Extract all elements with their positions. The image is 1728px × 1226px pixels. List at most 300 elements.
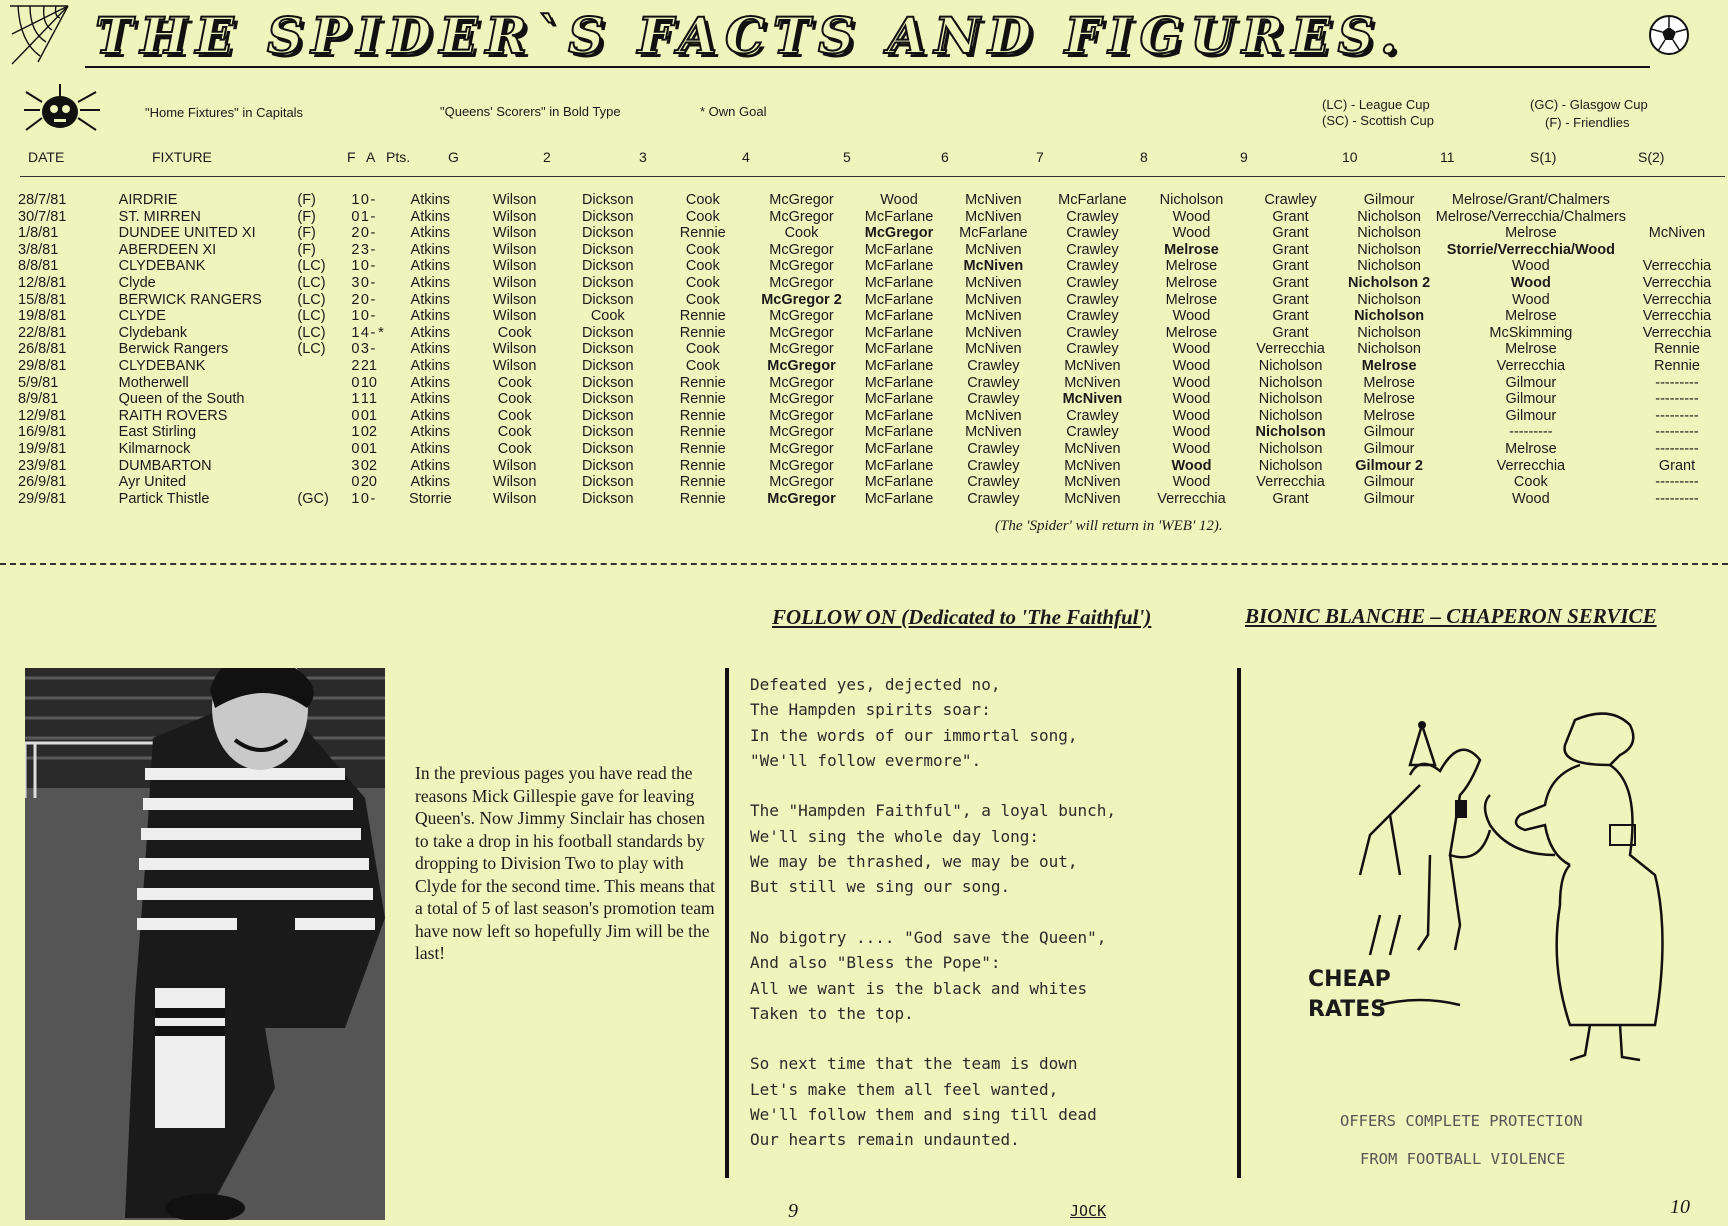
goals-against-cell: 0 xyxy=(360,274,369,291)
own-goal-cell xyxy=(377,358,385,375)
goals-for-cell: 0 xyxy=(351,440,360,457)
col-header-4: 4 xyxy=(742,149,750,165)
player-cell: Grant xyxy=(1272,308,1309,325)
goals-for-cell: 3 xyxy=(351,274,360,291)
player-cell: Rennie xyxy=(679,374,726,391)
fixture-row xyxy=(18,474,1728,491)
points-cell: 1 xyxy=(368,391,377,408)
spacer-cell xyxy=(385,292,393,309)
spacer-cell xyxy=(385,491,393,508)
player-cell: McNiven xyxy=(963,258,1024,275)
fixture-row xyxy=(18,441,1728,458)
player-cell: Dickson xyxy=(581,490,634,507)
player-cell: McFarlane xyxy=(864,291,934,308)
player-cell: Verrecchia xyxy=(1157,490,1226,507)
own-goal-cell xyxy=(377,391,385,408)
player-cell: McNiven xyxy=(1064,490,1121,507)
player-cell: Wood xyxy=(1172,407,1211,424)
player-cell: Wilson xyxy=(492,291,537,308)
player-cell: Wood xyxy=(1172,308,1211,325)
player-cell: McFarlane xyxy=(864,208,934,225)
own-goal-cell xyxy=(377,292,385,309)
date-cell: 16/9/81 xyxy=(18,424,67,441)
player-cell: Verrecchia xyxy=(1642,258,1712,275)
player-cell xyxy=(1626,209,1728,226)
player-cell: Crawley xyxy=(967,474,1020,491)
chaperon-heading: BIONIC BLANCHE – CHAPERON SERVICE xyxy=(1245,604,1657,628)
player-cell: Wood xyxy=(1172,225,1211,242)
player-cell: Verrecchia xyxy=(1642,324,1712,341)
player-cell: Crawley xyxy=(967,457,1020,474)
own-goal-cell xyxy=(377,424,385,441)
player-cell: Wilson xyxy=(492,490,537,507)
goals-against-cell: 0 xyxy=(360,440,369,457)
points-cell: - xyxy=(370,291,376,308)
date-cell: 19/9/81 xyxy=(18,440,67,457)
own-goal-cell xyxy=(377,375,385,392)
player-cell: McFarlane xyxy=(864,341,934,358)
competition-cell: (F) xyxy=(297,225,316,242)
player-cell: Atkins xyxy=(410,440,451,457)
page-number-left: 9 xyxy=(788,1200,798,1222)
player-cell: Atkins xyxy=(410,192,451,208)
col-header-3: 3 xyxy=(639,149,647,165)
player-cell: Wilson xyxy=(492,357,537,374)
goals-for-cell: 1 xyxy=(351,490,360,507)
player-cell: McFarlane xyxy=(864,308,934,325)
player-cell: Wood xyxy=(1172,440,1211,457)
player-cell: Melrose xyxy=(1361,357,1417,374)
player-cell: Rennie xyxy=(679,407,726,424)
fixtures-table xyxy=(18,192,1728,507)
player-cell: McFarlane xyxy=(864,407,934,424)
fixture-cell: ST. MIRREN xyxy=(118,208,201,225)
player-cell: McNiven xyxy=(965,341,1022,358)
competition-cell: (LC) xyxy=(297,258,326,275)
player-cell: Nicholson xyxy=(1357,208,1421,225)
player-cell: McNiven xyxy=(1064,440,1121,457)
player-cell: Cook xyxy=(497,391,532,408)
poem-author: JOCK xyxy=(1070,1202,1107,1220)
own-goal-cell xyxy=(377,474,385,491)
fixture-cell: Ayr United xyxy=(118,474,187,491)
date-cell: 26/9/81 xyxy=(18,474,67,491)
competition-cell xyxy=(297,424,350,441)
title-rule xyxy=(85,66,1650,68)
player-cell: Grant xyxy=(1272,208,1309,225)
player-cell: McFarlane xyxy=(1058,192,1127,208)
player-cell: Atkins xyxy=(410,474,451,491)
poem-text: Defeated yes, dejected no, The Hampden spirits soar: In the words of our immortal song, "We'll follow evermore". The "Hampden Faithful", a loyal bunch, We'll sing the whole day long: We may be thrashed, we may be out, But still we sing our song. No bigotry .... "God save the Queen", And also "Bless the Pope": All we want is the black and whites Taken to the top. So next time that the team is down Let's make them all feel wanted, We'll follow them and sing till dead Our hearts remain undaunted. xyxy=(750,675,1117,1150)
player-cell: Dickson xyxy=(581,291,634,308)
spacer-cell xyxy=(385,275,393,292)
cartoon-caption-line-1: OFFERS COMPLETE PROTECTION xyxy=(1340,1112,1583,1130)
date-cell: 23/9/81 xyxy=(18,457,67,474)
spacer-cell xyxy=(385,474,393,491)
goals-for-cell: 2 xyxy=(351,357,360,374)
player-cell: Gilmour xyxy=(1505,407,1557,424)
player-photo xyxy=(25,668,385,1220)
player-cell: Melrose xyxy=(1363,407,1415,424)
player-cell: McNiven xyxy=(965,424,1022,441)
player-cell: Nicholson xyxy=(1354,308,1425,325)
own-goal-cell xyxy=(377,258,385,275)
player-cell: Wood xyxy=(880,192,918,208)
points-cell: - xyxy=(370,208,376,225)
player-cell: Melrose xyxy=(1164,241,1219,258)
spacer-cell xyxy=(385,441,393,458)
competition-cell xyxy=(297,358,350,375)
player-cell: Cook xyxy=(685,241,720,258)
player-cell: Atkins xyxy=(410,308,451,325)
player-cell: --------- xyxy=(1509,424,1553,441)
player-cell: Nicholson xyxy=(1357,324,1421,341)
player-cell: McNiven xyxy=(1064,457,1121,474)
own-goal-cell xyxy=(377,225,385,242)
player-cell: Gilmour 2 xyxy=(1355,457,1423,474)
player-cell: Dickson xyxy=(581,474,634,491)
player-cell: Nicholson xyxy=(1258,457,1323,474)
player-cell: Wilson xyxy=(492,241,537,258)
own-goal-cell xyxy=(377,458,385,475)
player-cell: Rennie xyxy=(1654,341,1700,358)
player-cell: McFarlane xyxy=(864,374,934,391)
player-cell: Atkins xyxy=(410,291,451,308)
player-cell: Nicholson xyxy=(1357,258,1421,275)
player-cell: McNiven xyxy=(965,192,1022,208)
fixture-cell: CLYDE xyxy=(118,308,166,325)
legend-home-fixtures: "Home Fixtures" in Capitals xyxy=(145,105,304,120)
player-cell: McFarlane xyxy=(864,241,934,258)
cartoon-caption-line-2: FROM FOOTBALL VIOLENCE xyxy=(1360,1150,1566,1168)
player-cell: Crawley xyxy=(1066,208,1119,225)
fixture-row xyxy=(18,424,1728,441)
player-cell: Dickson xyxy=(581,241,634,258)
date-cell: 8/8/81 xyxy=(18,258,59,275)
competition-cell: (F) xyxy=(297,192,316,208)
player-cell: Wilson xyxy=(492,474,537,491)
player-cell: McFarlane xyxy=(864,424,934,441)
player-cell: Cook xyxy=(497,324,532,341)
player-cell: Nicholson 2 xyxy=(1348,274,1431,291)
player-cell: Grant xyxy=(1272,324,1309,341)
player-cell: Cook xyxy=(1513,474,1548,491)
col-header-g: G xyxy=(448,149,459,165)
player-cell: Verrecchia xyxy=(1642,308,1712,325)
player-cell: McGregor 2 xyxy=(761,291,842,308)
col-header-2: 2 xyxy=(543,149,551,165)
player-cell: Dickson xyxy=(581,341,634,358)
player-cell: McGregor xyxy=(769,407,834,424)
spacer-cell xyxy=(385,242,393,259)
fixture-cell: East Stirling xyxy=(118,424,197,441)
goals-against-cell: 0 xyxy=(360,258,369,275)
player-cell: Cook xyxy=(497,424,532,441)
own-goal-cell xyxy=(377,192,385,209)
player-cell: Grant xyxy=(1658,457,1696,474)
player-cell: Nicholson xyxy=(1159,192,1224,208)
goals-against-cell: 3 xyxy=(360,341,369,358)
date-cell: 28/7/81 xyxy=(18,192,67,208)
player-cell: Dickson xyxy=(581,391,634,408)
player-cell: Dickson xyxy=(581,274,634,291)
goals-against-cell: 4 xyxy=(360,324,369,341)
player-cell: Gilmour xyxy=(1363,440,1415,457)
player-cell: Atkins xyxy=(410,324,451,341)
player-cell: Wilson xyxy=(492,192,537,208)
fixture-cell: BERWICK RANGERS xyxy=(118,291,262,308)
player-cell: McNiven xyxy=(965,407,1022,424)
page-number-right: 10 xyxy=(1670,1196,1690,1218)
player-cell: Dickson xyxy=(581,357,634,374)
points-cell: - xyxy=(370,241,376,258)
date-cell: 30/7/81 xyxy=(18,208,67,225)
goals-against-cell: 2 xyxy=(360,474,369,491)
player-cell: Atkins xyxy=(410,341,451,358)
spacer-cell xyxy=(385,258,393,275)
fixture-row xyxy=(18,358,1728,375)
player-cell: McGregor xyxy=(769,474,834,491)
competition-cell: (F) xyxy=(297,208,316,225)
goals-against-cell: 0 xyxy=(360,308,369,325)
player-cell: McNiven xyxy=(965,291,1022,308)
col-header-10: 10 xyxy=(1342,149,1358,165)
fixture-row xyxy=(18,258,1728,275)
player-cell: Storrie/Verrecchia/Wood xyxy=(1446,241,1615,258)
player-cell: Grant xyxy=(1272,490,1309,507)
player-cell: Wood xyxy=(1172,391,1211,408)
fixture-cell: Kilmarnock xyxy=(118,440,191,457)
competition-cell xyxy=(297,441,350,458)
player-cell: Atkins xyxy=(410,407,451,424)
player-cell: Atkins xyxy=(410,374,451,391)
player-cell: Atkins xyxy=(410,241,451,258)
goals-for-cell: 1 xyxy=(351,324,360,341)
fixture-cell: DUNDEE UNITED XI xyxy=(118,225,256,242)
player-cell: Rennie xyxy=(679,440,726,457)
player-cell: Rennie xyxy=(679,457,726,474)
competition-cell xyxy=(297,408,350,425)
player-cell: Wilson xyxy=(492,208,537,225)
col-header-s1: S(1) xyxy=(1530,149,1557,165)
player-cell: McGregor xyxy=(769,391,834,408)
player-cell: McGregor xyxy=(769,192,834,208)
chaperon-cartoon xyxy=(1310,705,1690,1085)
player-cell: Wood xyxy=(1512,291,1550,308)
player-cell: Crawley xyxy=(967,357,1020,374)
player-cell: Gilmour xyxy=(1363,474,1415,491)
player-cell: Rennie xyxy=(679,391,726,408)
date-cell: 8/9/81 xyxy=(18,391,59,408)
player-cell: Crawley xyxy=(1066,241,1119,258)
player-cell: Crawley xyxy=(1066,324,1119,341)
player-cell: McGregor xyxy=(769,324,834,341)
player-cell: Melrose xyxy=(1363,374,1415,391)
fixture-row xyxy=(18,375,1728,392)
own-goal-cell xyxy=(377,209,385,226)
points-cell: - xyxy=(370,274,376,291)
spacer-cell xyxy=(385,424,393,441)
player-cell: Melrose xyxy=(1165,324,1218,341)
spacer-cell xyxy=(385,408,393,425)
player-cell: McGregor xyxy=(769,208,834,225)
player-cell: Atkins xyxy=(410,208,451,225)
player-cell: McGregor xyxy=(769,341,834,358)
fixture-cell: RAITH ROVERS xyxy=(118,407,228,424)
fixture-row xyxy=(18,275,1728,292)
player-cell: Dickson xyxy=(581,192,634,208)
player-cell: Crawley xyxy=(967,490,1020,507)
player-cell: Crawley xyxy=(967,391,1020,408)
player-cell: Cook xyxy=(685,341,720,358)
player-cell: Rennie xyxy=(679,490,726,507)
player-cell: Melrose xyxy=(1505,225,1557,242)
legend-glasgow-cup: (GC) - Glasgow Cup xyxy=(1530,97,1648,112)
date-cell: 3/8/81 xyxy=(18,241,59,258)
player-cell: Dickson xyxy=(581,258,634,275)
player-cell: Crawley xyxy=(1066,424,1119,441)
competition-cell: (LC) xyxy=(297,308,326,325)
player-cell: Cook xyxy=(497,407,532,424)
col-header-fixture: FIXTURE xyxy=(152,149,212,165)
player-cell: Rennie xyxy=(679,424,726,441)
player-cell: Storrie xyxy=(408,490,452,507)
date-cell: 1/8/81 xyxy=(18,225,59,242)
player-cell: Nicholson xyxy=(1255,424,1326,441)
date-cell: 12/8/81 xyxy=(18,274,67,291)
player-cell: McNiven xyxy=(1062,391,1123,408)
player-cell: Melrose xyxy=(1505,440,1557,457)
player-cell: Atkins xyxy=(410,424,451,441)
player-cell: Dickson xyxy=(581,208,634,225)
player-cell: --------- xyxy=(1655,490,1699,507)
player-cell: Wood xyxy=(1171,457,1212,474)
fixture-cell: Clydebank xyxy=(118,324,188,341)
player-cell: McGregor xyxy=(769,424,834,441)
points-cell: - xyxy=(370,192,376,208)
player-cell: Cook xyxy=(685,357,720,374)
goals-for-cell: 0 xyxy=(351,474,360,491)
player-cell: Wood xyxy=(1512,490,1550,507)
player-cell: Crawley xyxy=(1066,274,1119,291)
player-cell: Rennie xyxy=(1654,357,1700,374)
points-cell: 1 xyxy=(368,357,377,374)
player-cell: Cook xyxy=(590,308,625,325)
points-cell: - xyxy=(370,490,376,507)
player-cell: McGregor xyxy=(769,274,834,291)
goals-against-cell: 2 xyxy=(360,357,369,374)
fixture-row xyxy=(18,391,1728,408)
col-header-against: A xyxy=(366,149,376,165)
player-cell: Wilson xyxy=(492,258,537,275)
header-rule xyxy=(20,176,1725,177)
player-cell: Wilson xyxy=(492,457,537,474)
goals-against-cell: 0 xyxy=(360,457,369,474)
date-cell: 29/8/81 xyxy=(18,357,67,374)
col-header-8: 8 xyxy=(1140,149,1148,165)
player-cell: Cook xyxy=(685,274,720,291)
own-goal-cell xyxy=(377,491,385,508)
player-cell: Wood xyxy=(1172,474,1211,491)
player-cell: Crawley xyxy=(1066,291,1119,308)
player-cell: Cook xyxy=(497,440,532,457)
player-cell: Verrecchia xyxy=(1496,357,1566,374)
player-cell: Grant xyxy=(1272,258,1309,275)
player-cell: Wood xyxy=(1172,424,1211,441)
player-cell: Cook xyxy=(685,192,720,208)
legend-scorers: "Queens' Scorers" in Bold Type xyxy=(440,104,621,119)
player-cell: McFarlane xyxy=(864,391,934,408)
goals-for-cell: 1 xyxy=(351,424,360,441)
page-title: THE SPIDER`S FACTS AND FIGURES. xyxy=(95,6,1406,65)
player-cell: Wood xyxy=(1512,258,1550,275)
player-cell: Wilson xyxy=(492,225,537,242)
goals-for-cell: 1 xyxy=(351,258,360,275)
own-goal-cell xyxy=(377,275,385,292)
fixture-cell: Berwick Rangers xyxy=(118,341,229,358)
player-cell: McNiven xyxy=(965,274,1022,291)
legend-scottish-cup: (SC) - Scottish Cup xyxy=(1322,113,1434,128)
competition-cell: (GC) xyxy=(297,490,329,507)
player-cell: --------- xyxy=(1655,474,1699,491)
player-cell: Wilson xyxy=(492,308,537,325)
player-cell: Nicholson xyxy=(1258,440,1323,457)
goals-for-cell: 2 xyxy=(351,225,360,242)
goals-for-cell: 0 xyxy=(351,208,360,225)
col-header-date: DATE xyxy=(28,149,65,165)
player-cell: Crawley xyxy=(1066,308,1119,325)
points-cell: - xyxy=(370,341,376,358)
player-cell: Nicholson xyxy=(1357,291,1421,308)
cheap-rates-sign: CHEAP RATES xyxy=(1308,967,1391,1022)
spacer-cell xyxy=(385,458,393,475)
date-cell: 19/8/81 xyxy=(18,308,67,325)
player-cell: McNiven xyxy=(1064,357,1121,374)
player-cell: Rennie xyxy=(679,474,726,491)
player-cell: McFarlane xyxy=(864,258,934,275)
player-cell: Atkins xyxy=(410,274,451,291)
fixture-row xyxy=(18,341,1728,358)
spacer-cell xyxy=(385,325,393,342)
player-cell: Melrose xyxy=(1165,291,1218,308)
spacer-cell xyxy=(385,225,393,242)
own-goal-cell xyxy=(377,408,385,425)
player-cell: Crawley xyxy=(1066,407,1119,424)
fixture-row xyxy=(18,308,1728,325)
fixture-cell: Partick Thistle xyxy=(118,490,210,507)
player-cell: Gilmour xyxy=(1505,391,1557,408)
legend-league-cup: (LC) - League Cup xyxy=(1322,97,1430,112)
points-cell: 0 xyxy=(368,474,377,491)
legend-own-goal: * Own Goal xyxy=(700,104,767,119)
date-cell: 26/8/81 xyxy=(18,341,67,358)
player-cell: --------- xyxy=(1655,440,1699,457)
player-cell: McFarlane xyxy=(864,357,934,374)
spacer-cell xyxy=(385,341,393,358)
date-cell: 5/9/81 xyxy=(18,374,59,391)
fixture-cell: ABERDEEN XI xyxy=(118,241,217,258)
goals-against-cell: 0 xyxy=(360,291,369,308)
player-cell: Melrose xyxy=(1505,341,1557,358)
player-cell: Crawley xyxy=(1264,192,1317,208)
player-cell: Atkins xyxy=(410,225,451,242)
player-cell: McGregor xyxy=(769,258,834,275)
player-cell: --------- xyxy=(1655,391,1699,408)
player-cell: Crawley xyxy=(967,440,1020,457)
player-cell: Cook xyxy=(497,374,532,391)
competition-cell xyxy=(297,391,350,408)
player-cell xyxy=(1626,242,1728,259)
